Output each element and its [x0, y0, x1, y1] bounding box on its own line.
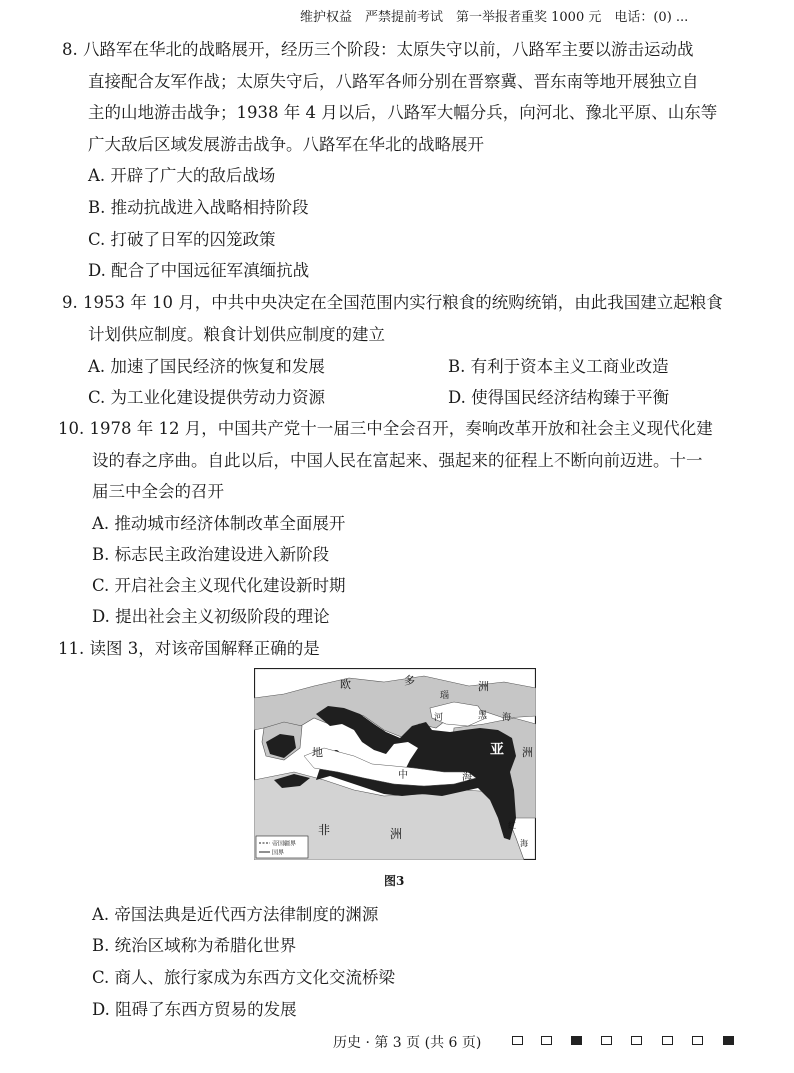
q11-option-b: B. 统治区域称为希腊化世界: [92, 936, 297, 955]
footer-mark: [541, 1036, 552, 1045]
question-10-line: 届三中全会的召开: [92, 482, 224, 501]
map-label: 洲: [522, 746, 533, 759]
question-9-line: 计划供应制度。粮食计划供应制度的建立: [88, 324, 385, 344]
map-label: 洲: [478, 680, 489, 693]
question-10-line: 设的春之序曲。自此以后，中国人民在富起来、强起来的征程上不断向前迈进。十一: [92, 450, 703, 470]
footer-mark: [631, 1036, 642, 1045]
question-8-line: 直接配合友军作战；太原失守后，八路军各师分别在晋察冀、晋东南等地开展独立自: [88, 71, 699, 91]
q9-option-a: A. 加速了国民经济的恢复和发展: [88, 357, 325, 376]
map-label: 海: [520, 839, 528, 848]
question-8-line: 8. 八路军在华北的战略展开，经历三个阶段：太原失守以前，八路军主要以游击运动战: [62, 40, 694, 59]
q10-option-c: C. 开启社会主义现代化建设新时期: [92, 576, 346, 595]
q10-option-d: D. 提出社会主义初级阶段的理论: [92, 607, 330, 626]
map-label: 地: [312, 746, 323, 759]
q11-option-a: A. 帝国法典是近代西方法律制度的渊源: [92, 905, 379, 924]
q8-option-d: D. 配合了中国远征军滇缅抗战: [88, 261, 310, 280]
legend-border-label: 国界: [272, 849, 285, 857]
map-label: 欧: [340, 678, 351, 691]
map-label: 亚: [490, 742, 504, 758]
map-label: 河: [434, 713, 444, 723]
footer-mark: [692, 1036, 703, 1045]
empire-map: [254, 668, 536, 860]
question-8: [62, 34, 754, 160]
figure-caption: 图3: [384, 874, 405, 888]
legend-empire-border-label: 帝国疆界: [272, 840, 297, 848]
map-label: 瑙: [440, 691, 450, 701]
map-label: 黑: [478, 711, 488, 721]
q9-option-c: C. 为工业化建设提供劳动力资源: [88, 388, 326, 407]
question-10: [58, 413, 754, 508]
q8-option-a: A. 开辟了广大的敌后战场: [88, 166, 276, 185]
q10-option-a: A. 推动城市经济体制改革全面展开: [92, 514, 346, 533]
footer-mark: [512, 1036, 523, 1045]
exam-header: 维护权益 严禁提前考试 第一举报者重奖 1000 元 电话：(0) ...: [300, 10, 689, 25]
q8-option-b: B. 推动抗战进入战略相持阶段: [88, 198, 309, 217]
map-label: 多: [404, 674, 415, 687]
q11-option-d: D. 阻碍了东西方贸易的发展: [92, 1000, 297, 1019]
q8-option-c: C. 打破了日军的囚笼政策: [88, 230, 276, 249]
q10-option-b: B. 标志民主政治建设进入新阶段: [92, 545, 330, 564]
map-label: 海: [502, 713, 512, 723]
question-8-line: 主的山地游击战争；1938 年 4 月以后，八路军大幅分兵，向河北、豫北平原、山东等: [88, 103, 718, 122]
map-label: 中: [398, 770, 408, 781]
q9-option-b: B. 有利于资本主义工商业改造: [448, 357, 669, 376]
footer-mark: [571, 1036, 582, 1045]
question-9: [62, 287, 754, 350]
map-label: 红: [508, 821, 516, 830]
map-label: 洲: [390, 827, 403, 841]
question-10-line: 10. 1978 年 12 月，中国共产党十一届三中全会召开，奏响改革开放和社会主义现代化建: [58, 419, 713, 438]
question-9-line: 9. 1953 年 10 月，中共中央决定在全国范围内实行粮食的统购统销，由此我国建立起粮食: [62, 293, 723, 312]
map-label: 非: [318, 823, 331, 837]
question-8-line: 广大敌后区域发展游击战争。八路军在华北的战略展开: [88, 134, 484, 154]
question-11-stem: 11. 读图 3，对该帝国解释正确的是: [58, 639, 320, 658]
map-legend: [256, 836, 308, 858]
page-footer: 历史 · 第 3 页 (共 6 页): [333, 1035, 482, 1051]
map-label: 海: [462, 772, 472, 783]
q9-option-d: D. 使得国民经济结构臻于平衡: [448, 388, 670, 407]
footer-mark: [723, 1036, 734, 1045]
footer-mark: [601, 1036, 612, 1045]
footer-mark: [662, 1036, 673, 1045]
q11-option-c: C. 商人、旅行家成为东西方文化交流桥梁: [92, 968, 396, 987]
